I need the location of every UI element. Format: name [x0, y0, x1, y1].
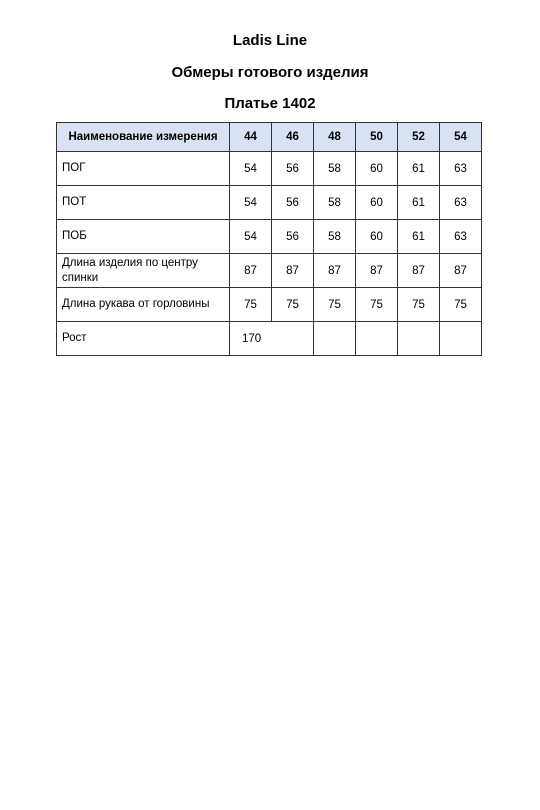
row-label: ПОБ [57, 220, 230, 254]
table-cell: 56 [272, 152, 314, 186]
table-cell-empty [314, 322, 356, 356]
table-cell: 60 [356, 186, 398, 220]
table-cell: 60 [356, 220, 398, 254]
header-size: 48 [314, 123, 356, 152]
table-cell: 87 [272, 254, 314, 288]
table-row [57, 288, 482, 322]
table-cell: 54 [230, 186, 272, 220]
table-cell: 87 [440, 254, 482, 288]
table-row [57, 186, 482, 220]
row-label: ПОТ [57, 186, 230, 220]
table-cell: 75 [356, 288, 398, 322]
table-cell: 75 [440, 288, 482, 322]
header-size: 50 [356, 123, 398, 152]
table-cell: 58 [314, 220, 356, 254]
table-cell: 61 [398, 152, 440, 186]
table-cell: 54 [230, 152, 272, 186]
row-label: ПОГ [57, 152, 230, 186]
table-cell: 63 [440, 186, 482, 220]
table-cell: 87 [230, 254, 272, 288]
header-size: 44 [230, 123, 272, 152]
table-cell: 63 [440, 220, 482, 254]
header-size: 46 [272, 123, 314, 152]
table-cell: 56 [272, 220, 314, 254]
table-cell: 58 [314, 186, 356, 220]
header-size: 54 [440, 123, 482, 152]
table-cell: 75 [314, 288, 356, 322]
table-row [57, 220, 482, 254]
table-cell-empty [440, 322, 482, 356]
table-cell: 58 [314, 152, 356, 186]
measurements-table [56, 122, 482, 356]
table-header-row [57, 123, 482, 152]
table-cell: 87 [398, 254, 440, 288]
table-cell: 75 [272, 288, 314, 322]
row-label: Длина изделия по центру спинки [57, 254, 230, 288]
table-cell-empty [398, 322, 440, 356]
table-cell: 60 [356, 152, 398, 186]
table-cell: 61 [398, 186, 440, 220]
table-cell: 61 [398, 220, 440, 254]
table-cell: 56 [272, 186, 314, 220]
row-label: Длина рукава от горловины [57, 288, 230, 322]
table-cell: 87 [314, 254, 356, 288]
table-cell: 63 [440, 152, 482, 186]
table-row-rost [57, 322, 482, 356]
table-cell: 54 [230, 220, 272, 254]
table-cell: 75 [230, 288, 272, 322]
rost-value: 170 [230, 322, 314, 356]
table-cell: 75 [398, 288, 440, 322]
header-size: 52 [398, 123, 440, 152]
table-cell: 87 [356, 254, 398, 288]
table-row [57, 152, 482, 186]
product-title: Платье 1402 [224, 95, 316, 112]
row-label: Рост [57, 322, 230, 356]
table-cell-empty [356, 322, 398, 356]
brand-title: Ladis Line [232, 32, 308, 49]
header-measurement-name: Наименование измерения [57, 123, 230, 152]
table-row [57, 254, 482, 288]
document-subtitle: Обмеры готового изделия [171, 64, 369, 81]
